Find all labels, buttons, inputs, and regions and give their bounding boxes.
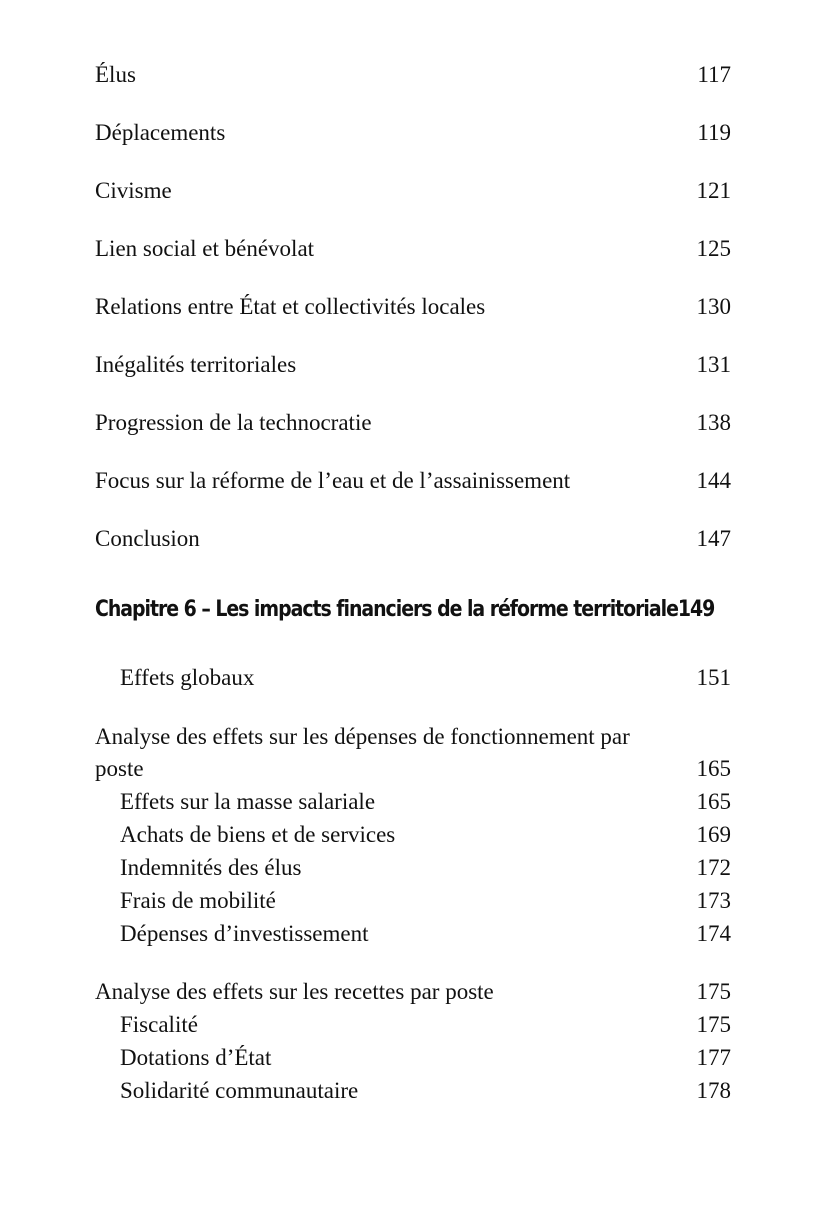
toc-entry-page: 169 xyxy=(696,822,731,847)
toc-subentry xyxy=(95,884,735,917)
toc-entry-title: Conclusion xyxy=(95,526,200,551)
toc-section-title-line xyxy=(95,720,735,753)
toc-entry-title: Frais de mobilité xyxy=(120,888,276,913)
toc-entry-page: 147 xyxy=(696,526,731,551)
toc-entry-page: 151 xyxy=(696,665,731,690)
toc-subentry xyxy=(95,851,735,884)
toc-entry-page: 177 xyxy=(696,1045,731,1070)
toc-section-title-cont: poste xyxy=(95,756,144,781)
toc-entry-page: 165 xyxy=(696,756,731,781)
toc-entry-title: Dépenses d’investissement xyxy=(120,921,369,946)
toc-entry-page: 174 xyxy=(696,921,731,946)
chapter-title: Chapitre 6 – Les impacts financiers de la réforme territoriale xyxy=(95,597,678,622)
toc-section-title: Analyse des effets sur les recettes par poste xyxy=(95,979,494,1004)
chapter-heading xyxy=(95,592,715,628)
toc-entry-title: Solidarité communautaire xyxy=(120,1078,359,1103)
chapter-page: 149 xyxy=(677,597,715,622)
toc-entry-page: 121 xyxy=(696,178,731,203)
toc-entry xyxy=(95,348,735,381)
toc-entry-page: 165 xyxy=(696,789,731,814)
toc-entry-title: Fiscalité xyxy=(120,1012,198,1037)
toc-subentry xyxy=(95,1008,735,1041)
toc-entry xyxy=(95,116,735,149)
toc-entry-title: Inégalités territoriales xyxy=(95,352,297,377)
toc-entry-page: 117 xyxy=(697,62,731,87)
toc-entry-page: 119 xyxy=(697,120,731,145)
toc-entry xyxy=(95,464,735,497)
toc-entry-page: 175 xyxy=(696,979,731,1004)
toc-entry xyxy=(95,232,735,265)
toc-entry xyxy=(95,406,735,439)
toc-entry-page: 130 xyxy=(696,294,731,319)
toc-entry-page: 138 xyxy=(696,410,731,435)
toc-entry xyxy=(95,752,735,785)
toc-entry xyxy=(95,58,735,91)
toc-entry-title: Effets globaux xyxy=(120,665,255,690)
toc-entry-title: Achats de biens et de services xyxy=(120,822,396,847)
toc-entry-title: Focus sur la réforme de l’eau et de l’assainissement xyxy=(95,468,571,493)
toc-entry-page: 175 xyxy=(696,1012,731,1037)
toc-entry-page: 125 xyxy=(696,236,731,261)
toc-entry-page: 172 xyxy=(696,855,731,880)
toc-entry-title: Déplacements xyxy=(95,120,226,145)
toc-entry-title: Civisme xyxy=(95,178,172,203)
toc-section-title: Analyse des effets sur les dépenses de fonctionnement par xyxy=(95,724,630,749)
toc-entry-page: 178 xyxy=(696,1078,731,1103)
toc-entry xyxy=(95,290,735,323)
toc-subentry xyxy=(95,785,735,818)
toc-entry xyxy=(95,975,735,1008)
toc-entry-title: Effets sur la masse salariale xyxy=(120,789,376,814)
toc-entry-title: Lien social et bénévolat xyxy=(95,236,315,261)
toc-entry-page: 173 xyxy=(696,888,731,913)
toc-entry-page: 131 xyxy=(696,352,731,377)
toc-entry-title: Indemnités des élus xyxy=(120,855,302,880)
toc-subentry xyxy=(95,917,735,950)
toc-subentry xyxy=(95,1074,735,1107)
toc-entry xyxy=(95,661,735,694)
toc-entry xyxy=(95,522,735,555)
toc-entry-page: 144 xyxy=(696,468,731,493)
toc-entry-title: Progression de la technocratie xyxy=(95,410,372,435)
toc-subentry xyxy=(95,818,735,851)
toc-entry-title: Élus xyxy=(95,62,136,87)
toc-entry-title: Relations entre État et collectivités locales xyxy=(95,294,486,319)
toc-subentry xyxy=(95,1041,735,1074)
toc-entry-title: Dotations d’État xyxy=(120,1045,272,1070)
toc-entry xyxy=(95,174,735,207)
